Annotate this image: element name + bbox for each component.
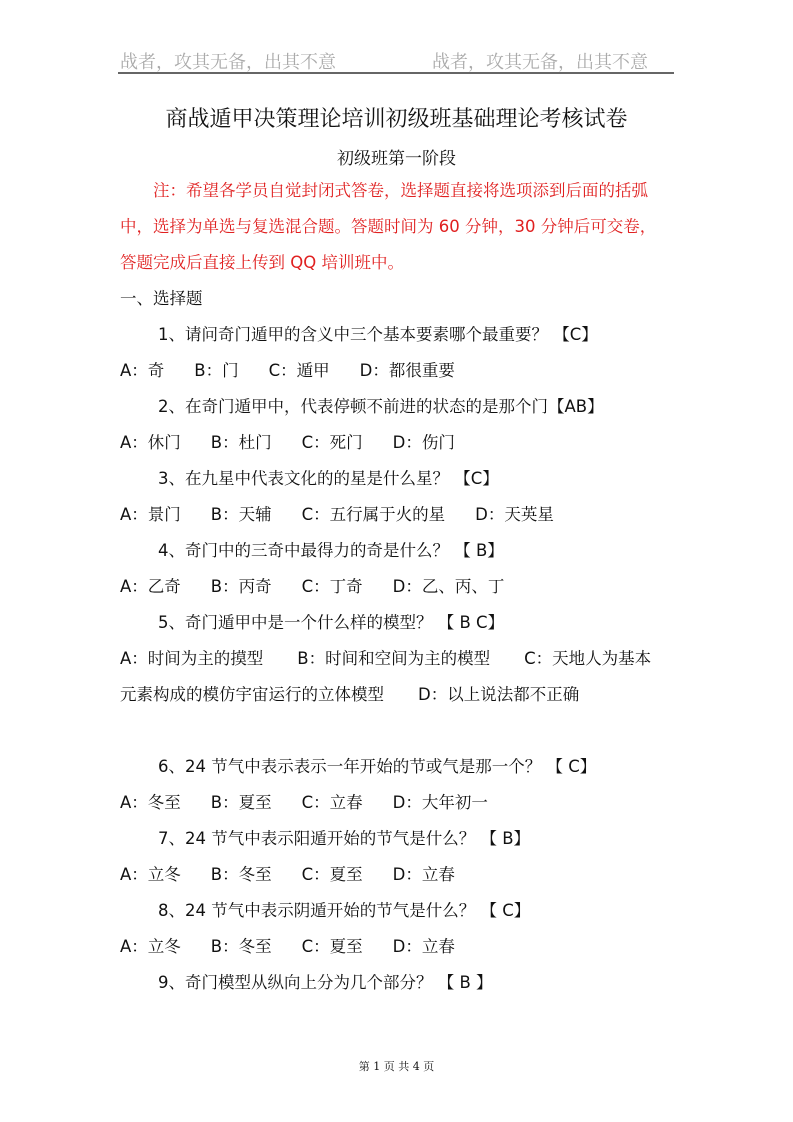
option-b: B：时间和空间为主的模型 bbox=[297, 649, 491, 668]
option-a: A：休门 bbox=[120, 433, 181, 452]
option-a: A：乙奇 bbox=[120, 577, 181, 596]
option-c: C：遁甲 bbox=[268, 361, 330, 380]
document-subtitle: 初级班第一阶段 bbox=[337, 149, 456, 169]
option-a: A：立冬 bbox=[120, 865, 181, 884]
option-a: A：景门 bbox=[120, 505, 181, 524]
option-b: B：杜门 bbox=[210, 433, 272, 452]
exam-note: 注：希望各学员自觉封闭式答卷，选择题直接将选项添到后面的括弧中，选择为单选与复选混合题。答题时间为 60 分钟，30 分钟后可交卷，答题完成后直接上传到 QQ 培训班中。 bbox=[120, 181, 657, 272]
section-heading: 一、选择题 bbox=[120, 289, 203, 308]
option-b: B：门 bbox=[194, 361, 239, 380]
option-d: D：都很重要 bbox=[359, 361, 455, 380]
document-body bbox=[120, 173, 665, 1001]
option-a: A：时间为主的摸型 bbox=[120, 649, 264, 668]
question-options bbox=[120, 353, 665, 389]
question-options bbox=[120, 497, 665, 533]
option-b: B：丙奇 bbox=[210, 577, 272, 596]
option-b: B：冬至 bbox=[210, 937, 272, 956]
question-options bbox=[120, 929, 665, 965]
document-title: 商战遁甲决策理论培训初级班基础理论考核试卷 bbox=[165, 107, 628, 132]
option-a: A：冬至 bbox=[120, 793, 181, 812]
option-c: C：五行属于火的星 bbox=[301, 505, 446, 524]
question-options bbox=[120, 641, 665, 749]
question-options bbox=[120, 425, 665, 461]
option-d: D：天英星 bbox=[475, 505, 554, 524]
question-text: 4、奇门中的三奇中最得力的奇是什么？ 【 B】 bbox=[158, 541, 504, 560]
option-c: C：立春 bbox=[301, 793, 363, 812]
header-motto-right: 战者，攻其无备，出其不意 bbox=[432, 52, 648, 73]
option-c: C：死门 bbox=[301, 433, 363, 452]
question-text: 6、24 节气中表示表示一年开始的节或气是那一个？ 【 C】 bbox=[158, 757, 597, 776]
option-c: C：丁奇 bbox=[301, 577, 363, 596]
option-c: C：夏至 bbox=[301, 937, 363, 956]
question-text: 1、请问奇门遁甲的含义中三个基本要素哪个最重要？ 【C】 bbox=[158, 325, 598, 344]
header-motto-left: 战者，攻其无备，出其不意 bbox=[120, 52, 336, 73]
question-text: 9、奇门模型从纵向上分为几个部分？ 【 B 】 bbox=[158, 973, 493, 992]
question-text: 2、在奇门遁甲中，代表停顿不前进的状态的是那个门【AB】 bbox=[158, 397, 604, 416]
option-d: D：乙、丙、丁 bbox=[392, 577, 505, 596]
option-c: C：天地人为基本元素构成的模仿宇宙运行的立体模型 bbox=[120, 649, 652, 704]
option-a: A：奇 bbox=[120, 361, 165, 380]
option-d: D：立春 bbox=[392, 865, 455, 884]
question-options bbox=[120, 857, 665, 893]
option-b: B：冬至 bbox=[210, 865, 272, 884]
option-d: D：伤门 bbox=[392, 433, 455, 452]
option-c: C：夏至 bbox=[301, 865, 363, 884]
page-header bbox=[118, 46, 674, 74]
question-text: 5、奇门遁甲中是一个什么样的模型？ 【 B C】 bbox=[158, 613, 505, 632]
option-b: B：天辅 bbox=[210, 505, 272, 524]
question-text: 3、在九星中代表文化的的星是什么星？ 【C】 bbox=[158, 469, 499, 488]
question-text: 7、24 节气中表示阳遁开始的节气是什么？ 【 B】 bbox=[158, 829, 531, 848]
question-options bbox=[120, 569, 665, 605]
option-d: D：以上说法都不正确 bbox=[418, 685, 580, 704]
page-number: 第 1 页 共 4 页 bbox=[358, 1060, 435, 1073]
option-a: A：立冬 bbox=[120, 937, 181, 956]
question-options bbox=[120, 785, 665, 821]
option-d: D：大年初一 bbox=[392, 793, 488, 812]
option-d: D：立春 bbox=[392, 937, 455, 956]
question-text: 8、24 节气中表示阴遁开始的节气是什么？ 【 C】 bbox=[158, 901, 531, 920]
option-b: B：夏至 bbox=[210, 793, 272, 812]
